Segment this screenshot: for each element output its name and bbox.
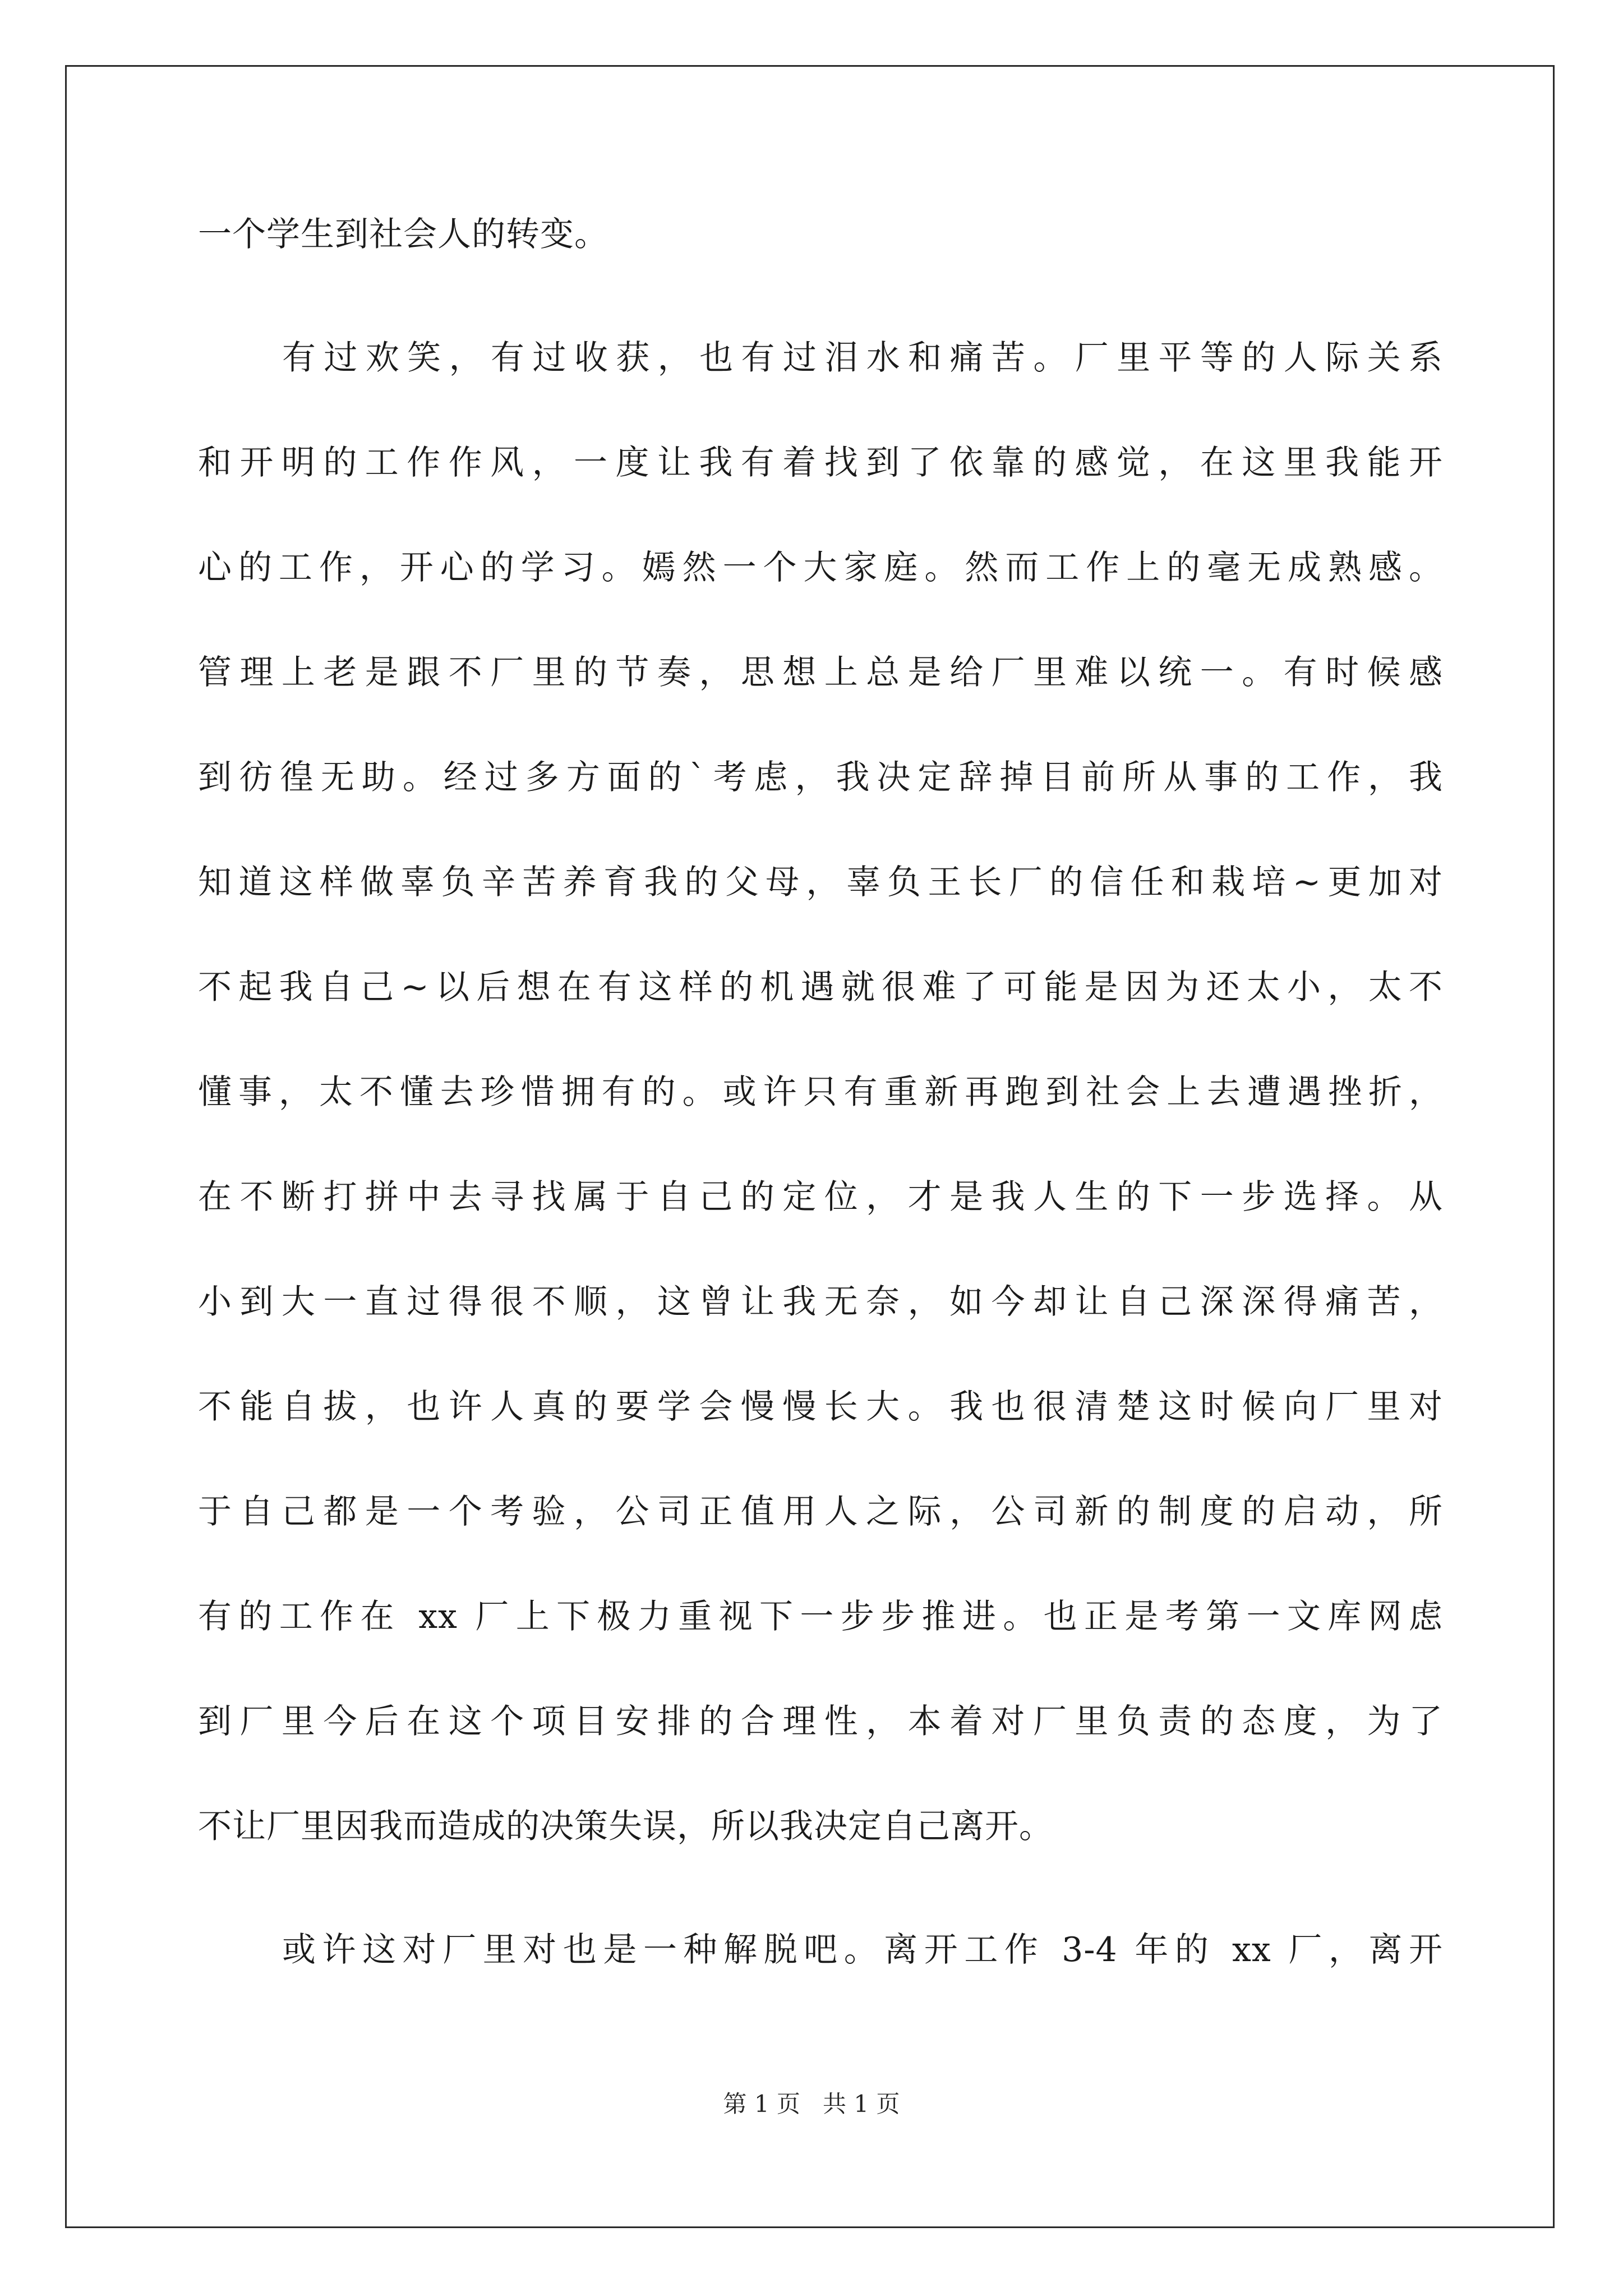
- paragraph-line: 和开明的工作作风，一度让我有着找到了依靠的感觉，在这里我能开: [198, 443, 1443, 482]
- paragraph-line: 有过欢笑，有过收获，也有过泪水和痛苦。厂里平等的人际关系: [282, 338, 1443, 378]
- paragraph-line: 不起我自己~以后想在有这样的机遇就很难了可能是因为还太小，太不: [198, 968, 1443, 1007]
- paragraph-line: 或许这对厂里对也是一种解脱吧。离开工作 3-4 年的 xx 厂，离开: [282, 1930, 1443, 1970]
- paragraph-line: 知道这样做辜负辛苦养育我的父母，辜负王长厂的信任和栽培~更加对: [198, 863, 1443, 902]
- paragraph-line: 不能自拔，也许人真的要学会慢慢长大。我也很清楚这时候向厂里对: [198, 1387, 1443, 1427]
- paragraph-line: 小到大一直过得很不顺，这曾让我无奈，如今却让自己深深得痛苦，: [198, 1282, 1443, 1322]
- paragraph-line: 不让厂里因我而造成的决策失误，所以我决定自己离开。: [198, 1807, 1053, 1846]
- paragraph-line: 到彷徨无助。经过多方面的`考虑，我决定辞掉目前所从事的工作，我: [198, 758, 1443, 797]
- page-footer: 第 1 页 共 1 页: [723, 2090, 900, 2118]
- paragraph-line: 心的工作，开心的学习。嫣然一个大家庭。然而工作上的毫无成熟感。: [198, 548, 1443, 587]
- paragraph-line: 懂事，太不懂去珍惜拥有的。或许只有重新再跑到社会上去遭遇挫折，: [198, 1073, 1443, 1112]
- paragraph-line: 一个学生到社会人的转变。: [198, 215, 608, 254]
- paragraph-line: 于自己都是一个考验，公司正值用人之际，公司新的制度的启动，所: [198, 1492, 1443, 1531]
- paragraph-line: 有的工作在 xx 厂上下极力重视下一步步推进。也正是考第一文库网虑: [198, 1597, 1443, 1636]
- paragraph-line: 在不断打拼中去寻找属于自己的定位，才是我人生的下一步选择。从: [198, 1177, 1443, 1217]
- paragraph-line: 到厂里今后在这个项目安排的合理性，本着对厂里负责的态度，为了: [198, 1702, 1443, 1741]
- paragraph-line: 管理上老是跟不厂里的节奏，思想上总是给厂里难以统一。有时候感: [198, 653, 1443, 692]
